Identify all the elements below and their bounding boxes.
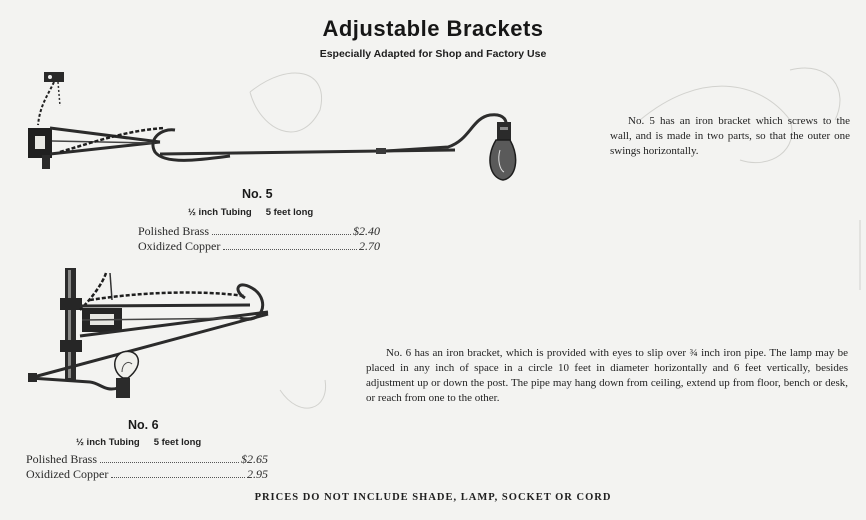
price-row: [138, 239, 380, 254]
leader-dots: [100, 462, 239, 463]
price-disclaimer: PRICES DO NOT INCLUDE SHADE, LAMP, SOCKET OR CORD: [254, 492, 612, 503]
socket-icon: [116, 378, 130, 398]
price-list-no6: [26, 452, 268, 482]
page-subtitle: Especially Adapted for Shop and Factory Use: [319, 48, 547, 60]
tubing-spec: ½ inch Tubing: [76, 437, 140, 448]
bulb-icon: [115, 351, 139, 378]
model-heading-no5: No. 5: [242, 187, 273, 201]
price-value: $2.40: [353, 224, 380, 238]
finish-name: Polished Brass: [138, 224, 210, 238]
leader-dots: [111, 477, 245, 478]
leader-dots: [212, 234, 351, 235]
finish-name: Oxidized Copper: [138, 239, 221, 253]
price-row: [138, 224, 380, 239]
bracket-no5-illustration: [28, 72, 516, 180]
price-value: $2.65: [241, 452, 268, 466]
price-list-no5: [138, 224, 380, 254]
leader-dots: [223, 249, 357, 250]
price-value: 2.70: [359, 239, 380, 253]
price-row: [26, 467, 268, 482]
tubing-spec: ½ inch Tubing: [188, 207, 252, 218]
bracket-no6-illustration: [28, 268, 268, 398]
length-spec: 5 feet long: [265, 207, 314, 218]
price-row: [26, 452, 268, 467]
model-heading-no6: No. 6: [128, 418, 159, 432]
length-spec: 5 feet long: [153, 437, 202, 448]
finish-name: Oxidized Copper: [26, 467, 109, 481]
page-title: Adjustable Brackets: [322, 16, 544, 41]
bulb-icon: [490, 140, 516, 180]
price-value: 2.95: [247, 467, 268, 481]
description-no5: No. 5 has an iron bracket which screws to the wall, and is made in two parts, so that the outer one swings horizontally.: [610, 115, 850, 157]
finish-name: Polished Brass: [26, 452, 98, 466]
spec-line-no5: [188, 207, 313, 218]
spec-line-no6: [76, 437, 201, 448]
description-no6: No. 6 has an iron bracket, which is provided with eyes to slip over ¾ inch iron pipe. The lamp may be placed in any inch of space in a circle 10 feet in diameter horizontally and 6 feet vertically, besides adjustment up or down the post. The pipe may hang down from ceiling, extend up from floor, bench or desk, or reach from one to the other.: [366, 347, 848, 404]
socket-icon: [497, 122, 511, 140]
